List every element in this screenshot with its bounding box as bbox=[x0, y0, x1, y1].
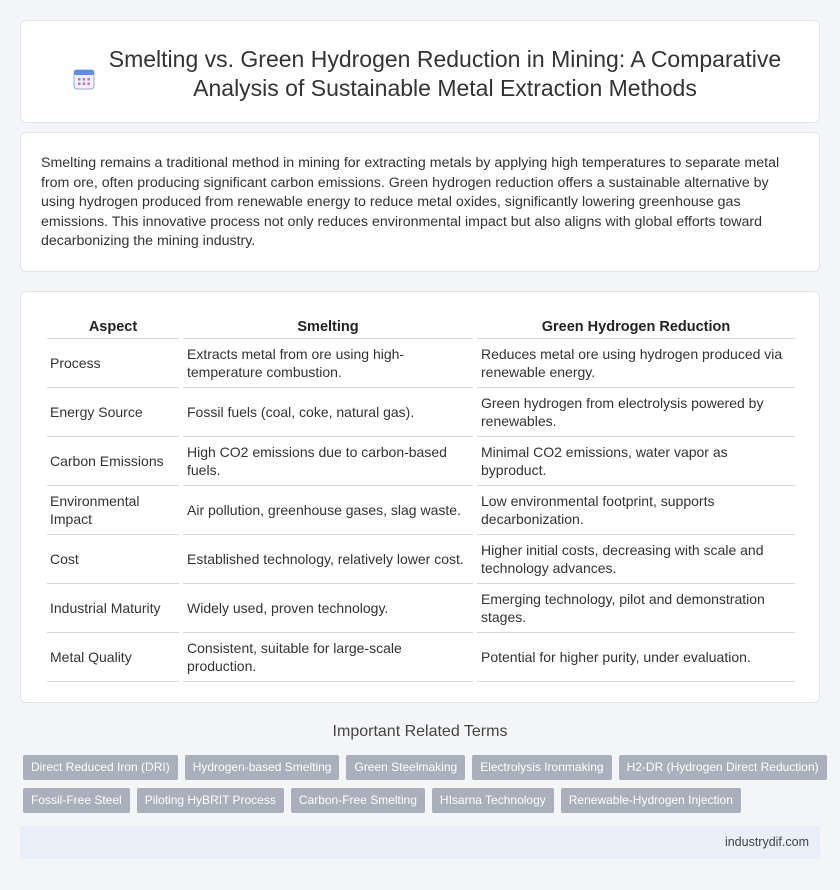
cell-smelting: Established technology, relatively lower cost. bbox=[183, 535, 473, 584]
tag-direct-reduced-iron[interactable]: Direct Reduced Iron (DRI) bbox=[23, 755, 178, 780]
footer-site-link[interactable]: industrydif.com bbox=[724, 835, 809, 849]
tag-row bbox=[23, 788, 823, 813]
table-row bbox=[47, 388, 795, 437]
table-row bbox=[47, 633, 795, 682]
table-row bbox=[47, 339, 795, 388]
comparison-table-card bbox=[20, 291, 820, 703]
header-smelting: Smelting bbox=[183, 314, 473, 339]
cell-smelting: High CO2 emissions due to carbon-based fuels. bbox=[183, 437, 473, 486]
tag-hydrogen-based-smelting[interactable]: Hydrogen-based Smelting bbox=[185, 755, 340, 780]
intro-card bbox=[20, 132, 820, 272]
cell-green-hydrogen: Potential for higher purity, under evaluation. bbox=[477, 633, 795, 682]
tag-piloting-hybrit[interactable]: Piloting HyBRIT Process bbox=[137, 788, 284, 813]
cell-smelting: Fossil fuels (coal, coke, natural gas). bbox=[183, 388, 473, 437]
tag-hisarna-technology[interactable]: HIsarna Technology bbox=[432, 788, 554, 813]
footer bbox=[20, 826, 820, 859]
table-row bbox=[47, 584, 795, 633]
cell-aspect: Process bbox=[47, 339, 179, 388]
table-header-row bbox=[47, 314, 795, 339]
cell-green-hydrogen: Low environmental footprint, supports decarbonization. bbox=[477, 486, 795, 535]
tag-green-steelmaking[interactable]: Green Steelmaking bbox=[346, 755, 465, 780]
tag-fossil-free-steel[interactable]: Fossil-Free Steel bbox=[23, 788, 130, 813]
tag-renewable-hydrogen-injection[interactable]: Renewable-Hydrogen Injection bbox=[561, 788, 741, 813]
header-green-hydrogen: Green Hydrogen Reduction bbox=[477, 314, 795, 339]
cell-aspect: Energy Source bbox=[47, 388, 179, 437]
tag-row bbox=[23, 755, 823, 780]
cell-green-hydrogen: Green hydrogen from electrolysis powered by renewables. bbox=[477, 388, 795, 437]
tag-h2-dr[interactable]: H2-DR (Hydrogen Direct Reduction) bbox=[619, 755, 827, 780]
table-row bbox=[47, 535, 795, 584]
page-title: Smelting vs. Green Hydrogen Reduction in Mining: A Comparative Analysis of Sustainable Metal Extraction Methods bbox=[108, 46, 782, 101]
table-row bbox=[47, 486, 795, 535]
cell-aspect: Cost bbox=[47, 535, 179, 584]
cell-aspect: Carbon Emissions bbox=[47, 437, 179, 486]
title-card bbox=[20, 20, 820, 123]
tag-carbon-free-smelting[interactable]: Carbon-Free Smelting bbox=[291, 788, 425, 813]
cell-green-hydrogen: Reduces metal ore using hydrogen produced via renewable energy. bbox=[477, 339, 795, 388]
cell-aspect: Metal Quality bbox=[47, 633, 179, 682]
cell-green-hydrogen: Emerging technology, pilot and demonstration stages. bbox=[477, 584, 795, 633]
cell-smelting: Consistent, suitable for large-scale production. bbox=[183, 633, 473, 682]
related-terms-list bbox=[23, 755, 823, 821]
cell-aspect: Environmental Impact bbox=[47, 486, 179, 535]
comparison-table bbox=[43, 314, 799, 682]
cell-aspect: Industrial Maturity bbox=[47, 584, 179, 633]
table-row bbox=[47, 437, 795, 486]
cell-smelting: Extracts metal from ore using high-temperature combustion. bbox=[183, 339, 473, 388]
tag-electrolysis-ironmaking[interactable]: Electrolysis Ironmaking bbox=[472, 755, 611, 780]
cell-smelting: Widely used, proven technology. bbox=[183, 584, 473, 633]
cell-green-hydrogen: Higher initial costs, decreasing with scale and technology advances. bbox=[477, 535, 795, 584]
header-aspect: Aspect bbox=[47, 314, 179, 339]
cell-smelting: Air pollution, greenhouse gases, slag waste. bbox=[183, 486, 473, 535]
intro-paragraph: Smelting remains a traditional method in mining for extracting metals by applying high temperatures to separate metal from ore, often producing significant carbon emissions. Green hydrogen reduction offers a sustainable alternative by using hydrogen produced from renewable energy to reduce metal oxides, significantly lowering greenhouse gas emissions. This innovative process not only reduces environmental impact but also aligns with global efforts toward decarbonizing the mining industry. bbox=[41, 155, 780, 249]
related-terms-heading: Important Related Terms bbox=[332, 723, 508, 740]
cell-green-hydrogen: Minimal CO2 emissions, water vapor as byproduct. bbox=[477, 437, 795, 486]
